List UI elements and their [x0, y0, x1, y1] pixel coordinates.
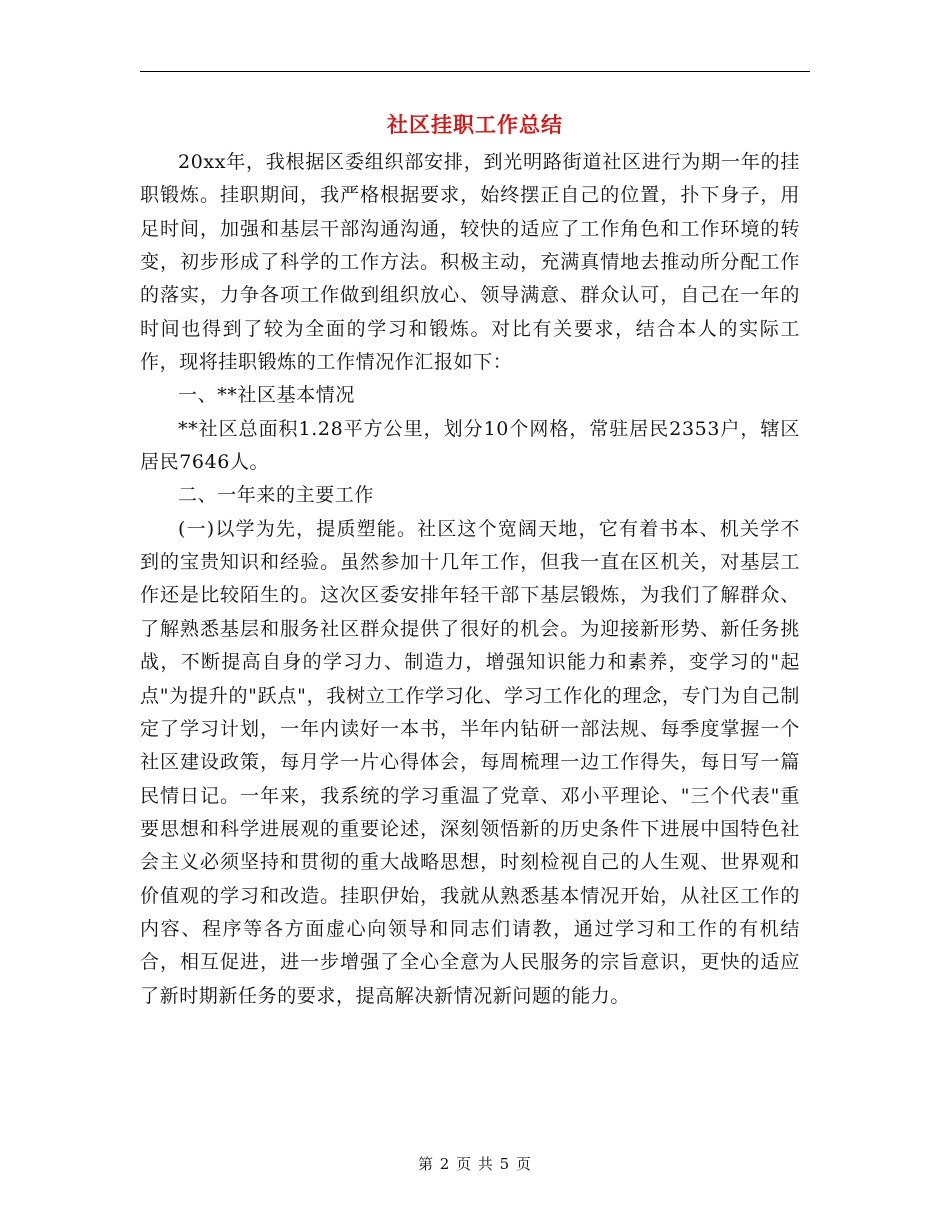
page-number-footer: 第 2 页 共 5 页 [418, 1155, 532, 1173]
section-heading-main-work: 二、一年来的主要工作 [178, 484, 375, 507]
header-rule [140, 71, 810, 72]
document-title: 社区挂职工作总结 [387, 112, 563, 137]
paragraph-learning: (一)以学为先，提质塑能。社区这个宽阔天地，它有着书本、机关学不到的宝贵知识和经验。虽然参加十几年工作，但我一直在区机关，对基层工作还是比较陌生的。这次区委安排年轻干部下基层锻炼，为我们了解群众、了解熟悉基层和服务社区群众提供了很好的机会。为迎接新形势、新任务挑战，不断提高自身的学习力、制造力，增强知识能力和素养，变学习的"起点"为提升的"跃点"，我树立工作学习化、学习工作化的理念，专门为自己制定了学习计划，一年内读好一本书，半年内钻研一部法规、每季度掌握一个社区建设政策，每月学一片心得体会，每周梳理一边工作得失，每日写一篇民情日记。一年来，我系统的学习重温了党章、邓小平理论、"三个代表"重要思想和科学进展观的重要论述，深刻领悟新的历史条件下进展中国特色社会主义必须坚持和贯彻的重大战略思想，时刻检视自己的人生观、世界观和价值观的学习和改造。挂职伊始，我就从熟悉基本情况开始，从社区工作的内容、程序等各方面虚心向领导和同志们请教，通过学习和工作的有机结合，相互促进，进一步增强了全心全意为人民服务的宗旨意识，更快的适应了新时期新任务的要求，提高解决新情况新问题的能力。 [140, 517, 800, 1007]
paragraph-intro: 20xx年，我根据区委组织部安排，到光明路街道社区进行为期一年的挂职锻炼。挂职期间，我严格根据要求，始终摆正自己的位置，扑下身子，用足时间，加强和基层干部沟通沟通，较快的适应了工作角色和工作环境的转变，初步形成了科学的工作方法。积极主动，充满真情地去推动所分配工作的落实，力争各项工作做到组织放心、领导满意、群众认可，自己在一年的时间也得到了较为全面的学习和锻炼。对比有关要求，结合本人的实际工作，现将挂职锻炼的工作情况作汇报如下： [140, 151, 800, 374]
paragraph-basic-info: **社区总面积1.28平方公里，划分10个网格，常驻居民2353户，辖区居民7646人。 [140, 417, 800, 474]
document-body [140, 146, 800, 1013]
section-heading-basic-info: 一、**社区基本情况 [178, 384, 356, 407]
